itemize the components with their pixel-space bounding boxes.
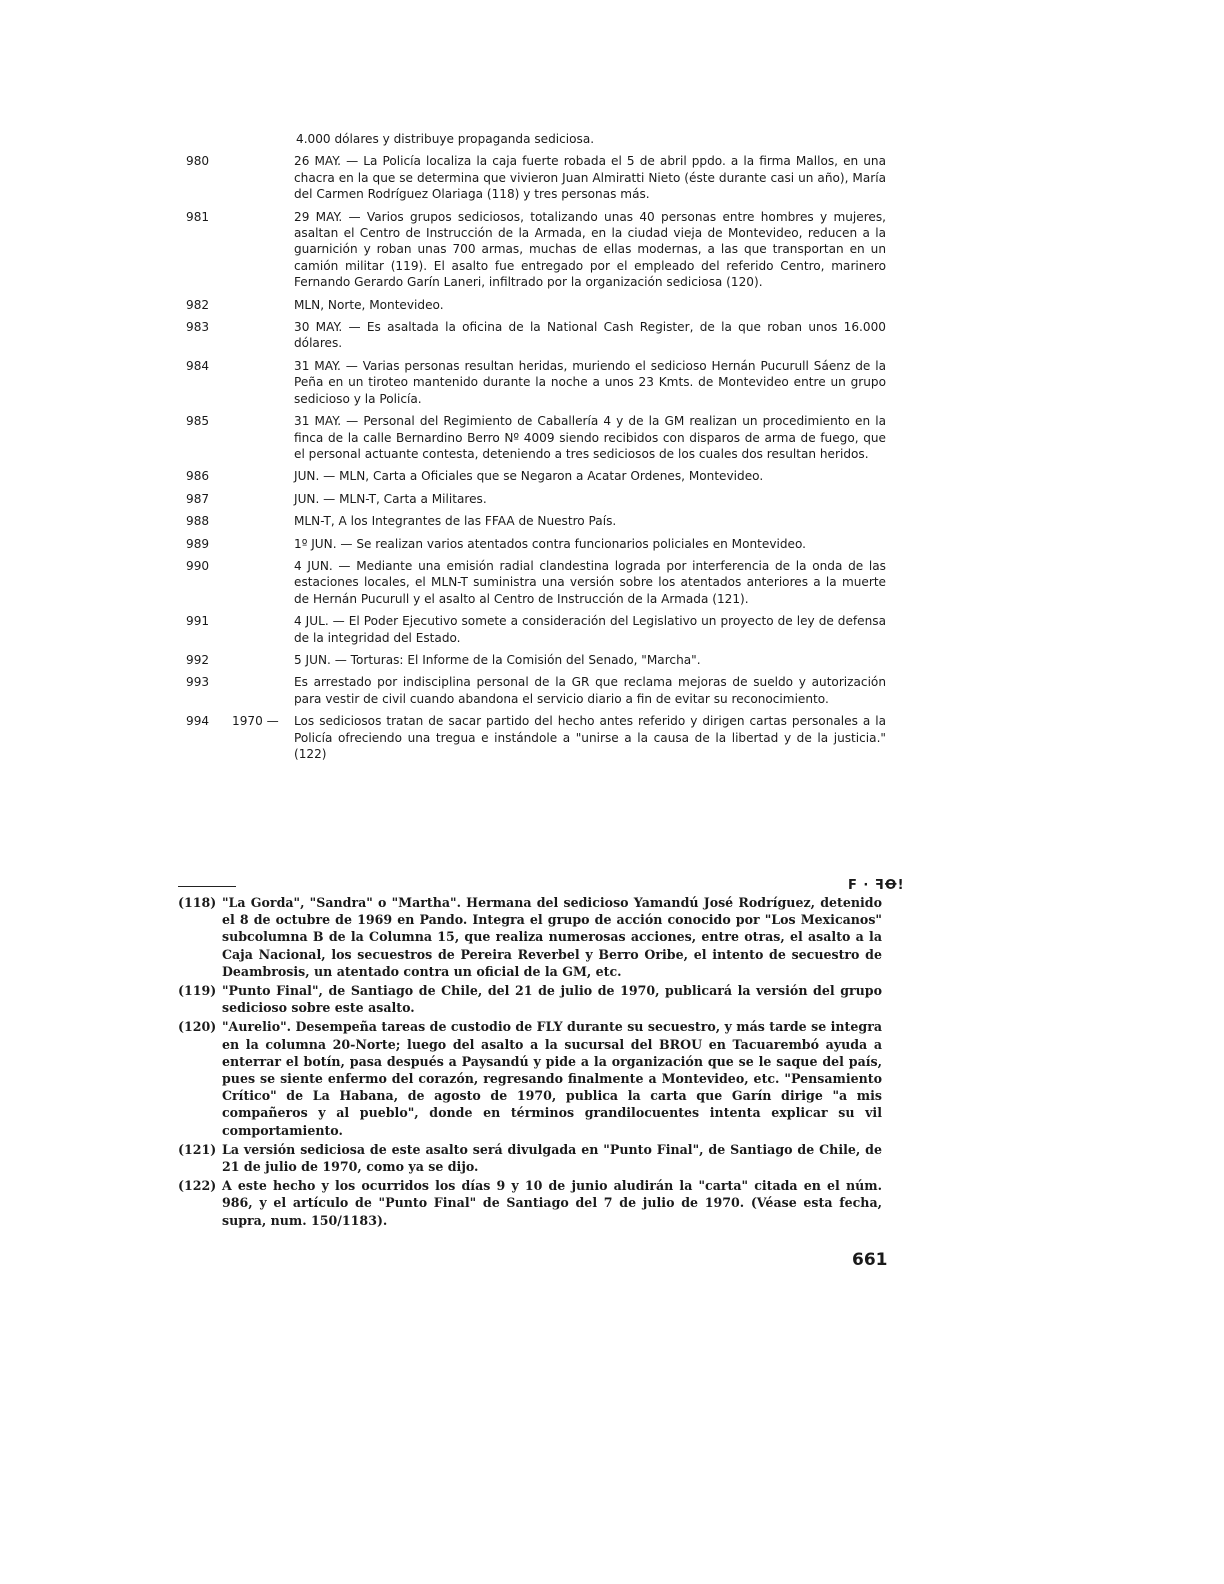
entry-text: 4 JUN. — Mediante una emisión radial clandestina lograda por interferencia de la onda de las estaciones locales, el MLN-T suministra una versión sobre los atentados anteriores a la muerte de Hernán Pucurull y el asalto al Centro de Instrucción de la Armada (121).: [294, 558, 886, 606]
footnote-number: (122): [178, 1178, 217, 1194]
footnote: [178, 1177, 882, 1229]
footnote-text: "La Gorda", "Sandra" o "Martha". Hermana del sedicioso Yamandú José Rodríguez, detenido el 8 de octubre de 1969 en Pando. Integra el grupo de acción conocido por "Los Mexicanos" subcolumna B de la Columna 15, que realiza numerosas acciones, entre otras, el asalto a la Caja Nacional, los secuestros de Pereira Reverbel y Berro Oribe, el intento de secuestro de Deambrosis, un atentado contra un oficial de la GM, etc.: [222, 895, 882, 979]
entry-text: 1º JUN. — Se realizan varios atentados contra funcionarios policiales en Montevideo.: [294, 536, 806, 551]
entry-number: 989: [186, 536, 210, 551]
entry-text: 26 MAY. — La Policía localiza la caja fuerte robada el 5 de abril ppdo. a la firma Mallos, en una chacra en la que se determina que vivieron Juan Almiratti Nieto (éste durante casi un año), María del Carmen Rodríguez Olariaga (118) y tres personas más.: [294, 154, 886, 202]
entry-text: 31 MAY. — Varias personas resultan heridas, muriendo el sedicioso Hernán Pucurull Sáenz de la Peña en un tiroteo mantenido durante la noche a unos 23 Kmts. de Montevideo entre un grupo sedicioso y la Policía.: [294, 358, 886, 406]
chronology-entry: [186, 713, 886, 762]
entry-number: 986: [186, 469, 210, 484]
chronology-entry: [186, 358, 886, 407]
chronology-entry: [186, 491, 886, 507]
entry-number: 991: [186, 614, 210, 629]
chronology-entry: [186, 513, 886, 529]
entry-year: [232, 652, 294, 668]
entry-list: [186, 153, 886, 762]
chronology-entry: [186, 297, 886, 313]
entry-year: [232, 358, 294, 407]
entry-text: JUN. — MLN, Carta a Oficiales que se Negaron a Acatar Ordenes, Montevideo.: [294, 469, 764, 484]
footnote-number: (120): [178, 1019, 217, 1035]
entry-number: 988: [186, 514, 210, 529]
entry-number: 992: [186, 652, 210, 667]
footnote-number: (121): [178, 1141, 217, 1157]
entry-text: 29 MAY. — Varios grupos sediciosos, totalizando unas 40 personas entre hombres y mujeres, asaltan el Centro de Instrucción de la Armada, en la ciudad vieja de Montevideo, reducen a la guarnición y roban unas 700 armas, muchas de ellas modernas, a las que transportan en un camión militar (119). El asalto fue entregado por el empleado del referido Centro, marinero Fernando Gerardo Garín Laneri, infiltrado por la organización sediciosa (120).: [294, 209, 886, 290]
chronology-entry: [186, 413, 886, 462]
entry-number: 984: [186, 358, 210, 373]
entry-text: 4 JUL. — El Poder Ejecutivo somete a consideración del Legislativo un proyecto de ley de defensa de la integridad del Estado.: [294, 614, 886, 645]
footnote-number: (118): [178, 895, 217, 910]
chronology-entry: [186, 209, 886, 291]
chronology-entry: [186, 613, 886, 646]
page-number: 661: [852, 1250, 888, 1270]
footnote-text: "Aurelio". Desempeña tareas de custodio de FLY durante su secuestro, y más tarde se integra en la columna 20-Norte; luego del asalto a la sucursal del BROU en Tacuarembó ayuda a enterrar el botín, pasa después a Paysandú y pide a la organización que se le saque del país, pues se siente enfermo del corazón, regresando finalmente a Montevideo, etc. "Pensamiento Crítico" de La Habana, de agosto de 1970, publica la carta que Garín dirige "a mis compañeros y al pueblo", donde en términos grandilocuentes intenta explicar su vil comportamiento.: [222, 1019, 882, 1138]
entry-year: [232, 613, 294, 646]
footnote: [178, 894, 882, 980]
entry-number: 994: [186, 714, 210, 729]
entry-year: [232, 468, 294, 484]
entry-text: 5 JUN. — Torturas: El Informe de la Comisión del Senado, "Marcha".: [294, 652, 701, 667]
chronology-entry: [186, 674, 886, 707]
entry-text: MLN, Norte, Montevideo.: [294, 297, 444, 312]
entry-number: 981: [186, 209, 210, 224]
entry-year: [232, 297, 294, 313]
entry-number: 983: [186, 320, 210, 335]
entry-text: Es arrestado por indisciplina personal de la GR que reclama mejoras de sueldo y autorización para vestir de civil cuando abandona el servicio diario a fin de evitar su reconocimiento.: [294, 675, 886, 706]
entry-year: [232, 413, 294, 462]
entry-year: [232, 209, 294, 291]
footnote-rule: [178, 886, 236, 887]
entry-text: 30 MAY. — Es asaltada la oficina de la National Cash Register, de la que roban unos 16.000 dólares.: [294, 320, 886, 351]
entry-number: 980: [186, 154, 210, 169]
chronology-entry: [186, 468, 886, 484]
chronology-entry: [186, 153, 886, 202]
entry-year: [232, 153, 294, 202]
library-stamp: F · ꟻꝊ!: [848, 878, 905, 893]
entry-number: 990: [186, 558, 210, 573]
footnote: [178, 1141, 882, 1175]
entry-number: 987: [186, 491, 210, 506]
chronology-entry: [186, 558, 886, 607]
footnote-text: La versión sediciosa de este asalto será divulgada en "Punto Final", de Santiago de Chile, de 21 de julio de 1970, como ya se dijo.: [222, 1141, 882, 1175]
chronology-entry: [186, 652, 886, 668]
entry-year: [232, 513, 294, 529]
entry-year: [232, 491, 294, 507]
entry-year: 1970 —: [232, 714, 279, 729]
chronology-entry: [186, 536, 886, 552]
entry-year: [232, 674, 294, 707]
footnote: [178, 1018, 882, 1138]
chronology-entry: [186, 319, 886, 352]
lead-line: [296, 131, 886, 147]
footnote-text: A este hecho y los ocurridos los días 9 y 10 de junio aludirán la "carta" citada en el núm. 986, y el artículo de "Punto Final" de Santiago del 7 de julio de 1970. (Véase esta fecha, supra, num. 150/1183).: [222, 1178, 882, 1228]
entry-text: 31 MAY. — Personal del Regimiento de Caballería 4 y de la GM realizan un procedimiento en la finca de la calle Bernardino Berro Nº 4009 siendo recibidos con disparos de arma de fuego, que el personal actuante contesta, deteniendo a tres sediciosos de los cuales dos resultan heridos.: [294, 414, 886, 461]
entry-number: 982: [186, 297, 210, 312]
footnotes: [178, 894, 882, 1231]
entry-text: Los sediciosos tratan de sacar partido del hecho antes referido y dirigen cartas personales a la Policía ofreciendo una tregua e instándole a "unirse a la causa de la libertad y de la justicia." (122): [294, 714, 886, 761]
entry-text: MLN-T, A los Integrantes de las FFAA de Nuestro País.: [294, 514, 617, 529]
entry-text: JUN. — MLN-T, Carta a Militares.: [294, 491, 487, 506]
footnote-text: "Punto Final", de Santiago de Chile, del 21 de julio de 1970, publicará la versión del grupo sedicioso sobre este asalto.: [222, 983, 882, 1016]
entry-year: [232, 558, 294, 607]
entry-text: 4.000 dólares y distribuye propaganda sediciosa.: [296, 132, 595, 146]
footnote-number: (119): [178, 983, 217, 999]
chronology-entries: [186, 131, 886, 768]
entry-year: [232, 319, 294, 352]
entry-number: 985: [186, 414, 210, 429]
entry-year: [232, 536, 294, 552]
entry-number: 993: [186, 675, 210, 690]
footnote: [178, 982, 882, 1016]
